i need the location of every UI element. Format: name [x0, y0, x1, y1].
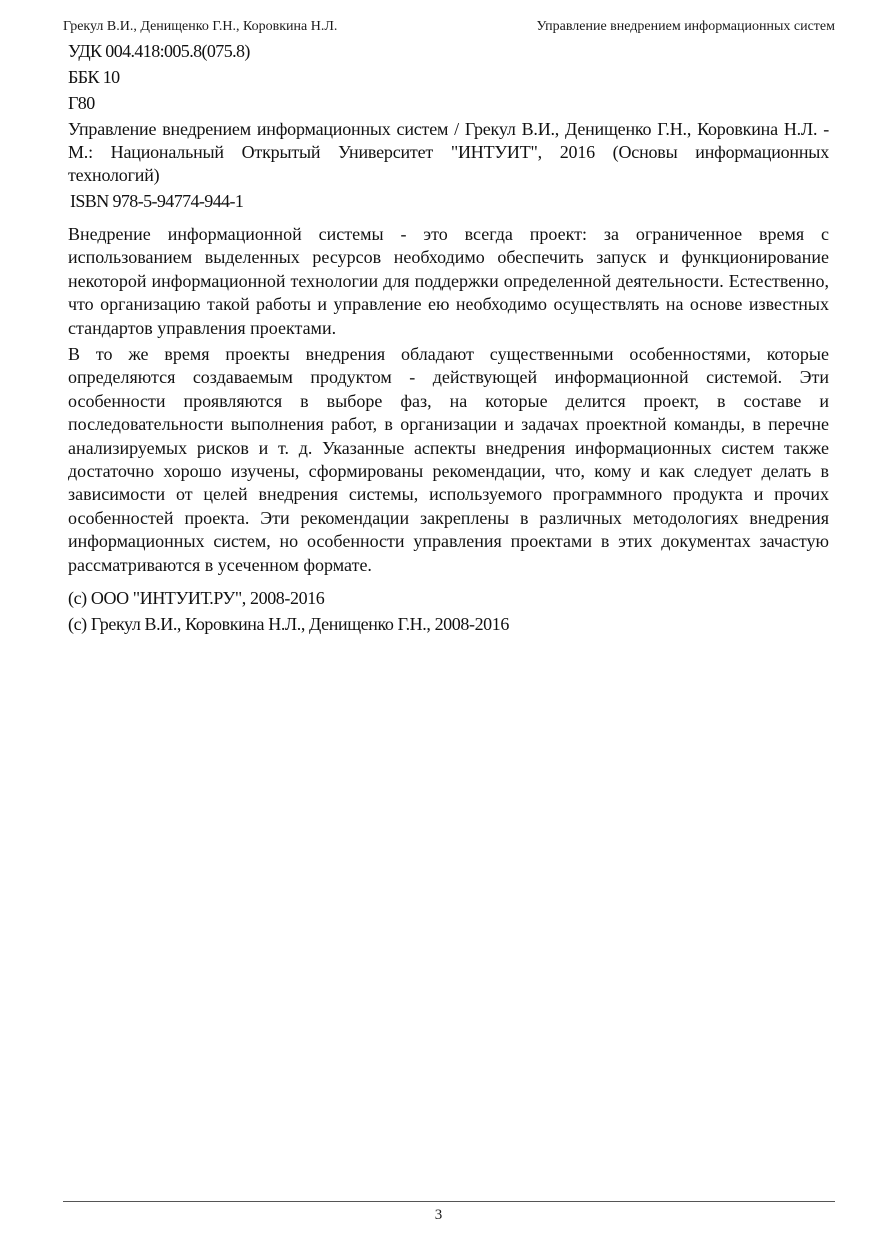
bibliographic-citation: Управление внедрением информационных систем / Грекул В.И., Денищенко Г.Н., Коровкина Н.Л. - М.: Национальный Открытый Университет "ИНТУИТ", 2016 (Основы информационных технологий) [68, 119, 829, 185]
annotation-paragraph-1: Внедрение информационной системы - это всегда проект: за ограниченное время с использованием выделенных ресурсов необходимо обеспечить запуск и функционирование некоторой информационной технологии для поддержки определенной деятельности. Естественно, что организацию такой работы и управление ею необходимо осуществлять на основе известных стандартов управления проектами. [68, 224, 829, 338]
bbk-code: ББК 10 [68, 67, 120, 87]
udk-code: УДК 004.418:005.8(075.8) [68, 41, 250, 61]
footer-divider [63, 1201, 835, 1202]
header-book-title: Управление внедрением информационных систем [536, 19, 835, 34]
author-mark: Г80 [68, 93, 95, 113]
page-number: 3 [434, 1207, 443, 1223]
page-content [68, 40, 829, 635]
copyright-authors: (с) Грекул В.И., Коровкина Н.Л., Денищенко Г.Н., 2008-2016 [68, 614, 509, 635]
copyright-publisher: (с) ООО "ИНТУИТ.РУ", 2008-2016 [68, 588, 325, 609]
annotation-paragraph-2: В то же время проекты внедрения обладают существенными особенностями, которые определяются создаваемым продуктом - действующей информационной системой. Эти особенности проявляются в выборе фаз, на которые делится проект, в составе и последовательности выполнения работ, в организации и задачах проектной команды, в перечне анализируемых рисков и т. д. Указанные аспекты внедрения информационных систем также достаточно хорошо изучены, сформированы рекомендации, что, кому и как следует делать в зависимости от целей внедрения системы, используемого программного продукта и прочих особенностей проекта. Эти рекомендации закреплены в различных методологиях внедрения информационных систем, но особенности управления проектами в этих документах зачастую рассматриваются в усеченном формате. [68, 344, 829, 575]
header-authors: Грекул В.И., Денищенко Г.Н., Коровкина Н.Л. [63, 19, 338, 34]
isbn: ISBN 978-5-94774-944-1 [70, 191, 244, 211]
running-header [63, 17, 835, 37]
